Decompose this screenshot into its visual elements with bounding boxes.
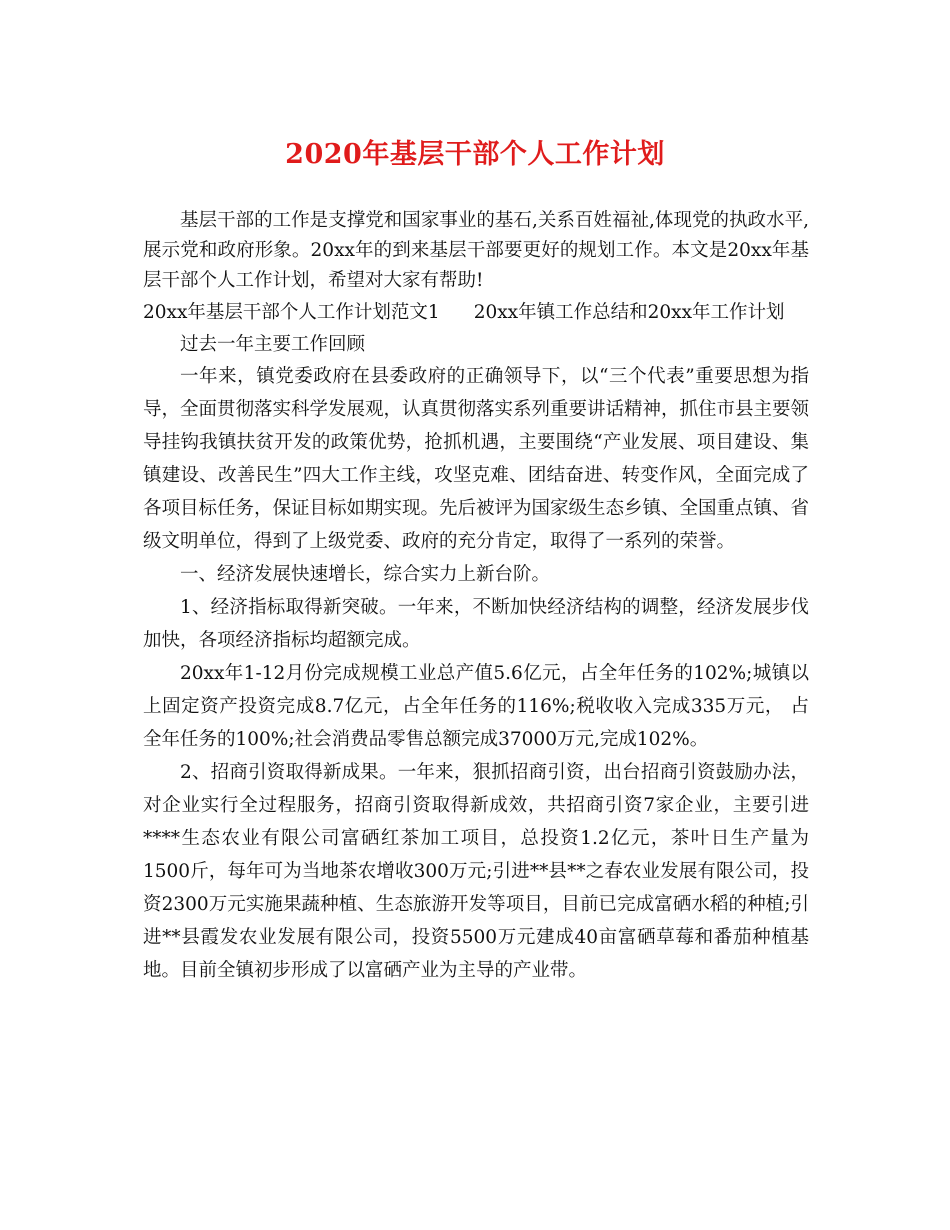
document-body [143,206,809,987]
section-heading-economy: 一、经济发展快速增长，综合实力上新台阶。 [180,564,551,585]
body-paragraph-statistics: 20xx年1-12月份完成规模工业总产值5.6亿元，占全年任务的102%;城镇以上固定资产投资完成8.7亿元，占全年任务的116%;税收收入完成335万元， 占全年任务的100%;社会消费品零售总额完成37000万元,完成102%。 [143,663,809,750]
related-link-1[interactable]: 20xx年基层干部个人工作计划范文1 [143,302,440,323]
related-links [143,298,809,328]
body-paragraph-overview: 一年来，镇党委政府在县委政府的正确领导下，以“三个代表”重要思想为指导，全面贯彻落实科学发展观，认真贯彻落实系列重要讲话精神，抓住市县主要领导挂钩我镇扶贫开发的政策优势，抢抓机遇，主要围绕“产业发展、项目建设、集镇建设、改善民生”四大工作主线，攻坚克难、团结奋进、转变作风，全面完成了各项目标任务，保证目标如期实现。先后被评为国家级生态乡镇、全国重点镇、省级文明单位，得到了上级党委、政府的充分肯定，取得了一系列的荣誉。 [143,366,810,552]
body-paragraph-investment: 2、招商引资取得新成果。一年来，狠抓招商引资，出台招商引资鼓励办法，对企业实行全过程服务，招商引资取得新成效，共招商引资7家企业，主要引进****生态农业有限公司富硒红茶加工项目，总投资1.2亿元，茶叶日生产量为1500斤，每年可为当地茶农增收300万元;引进**县**之春农业发展有限公司，投资2300万元实施果蔬种植、生态旅游开发等项目，目前已完成富硒水稻的种植;引进**县霞发农业发展有限公司，投资5500万元建成40亩富硒草莓和番茄种植基地。目前全镇初步形成了以富硒产业为主导的产业带。 [143,762,809,981]
intro-paragraph: 基层干部的工作是支撑党和国家事业的基石,关系百姓福祉,体现党的执政水平,展示党和政府形象。20xx年的到来基层干部要更好的规划工作。本文是20xx年基层干部个人工作计划，希望对大家有帮助! [143,210,809,291]
body-paragraph-indicators: 1、经济指标取得新突破。一年来，不断加快经济结构的调整，经济发展步伐加快，各项经济指标均超额完成。 [143,597,809,651]
related-link-2[interactable]: 20xx年镇工作总结和20xx年工作计划 [473,302,785,323]
page-title: 2020年基层干部个人工作计划 [285,139,665,170]
section-heading-review: 过去一年主要工作回顾 [180,334,366,355]
